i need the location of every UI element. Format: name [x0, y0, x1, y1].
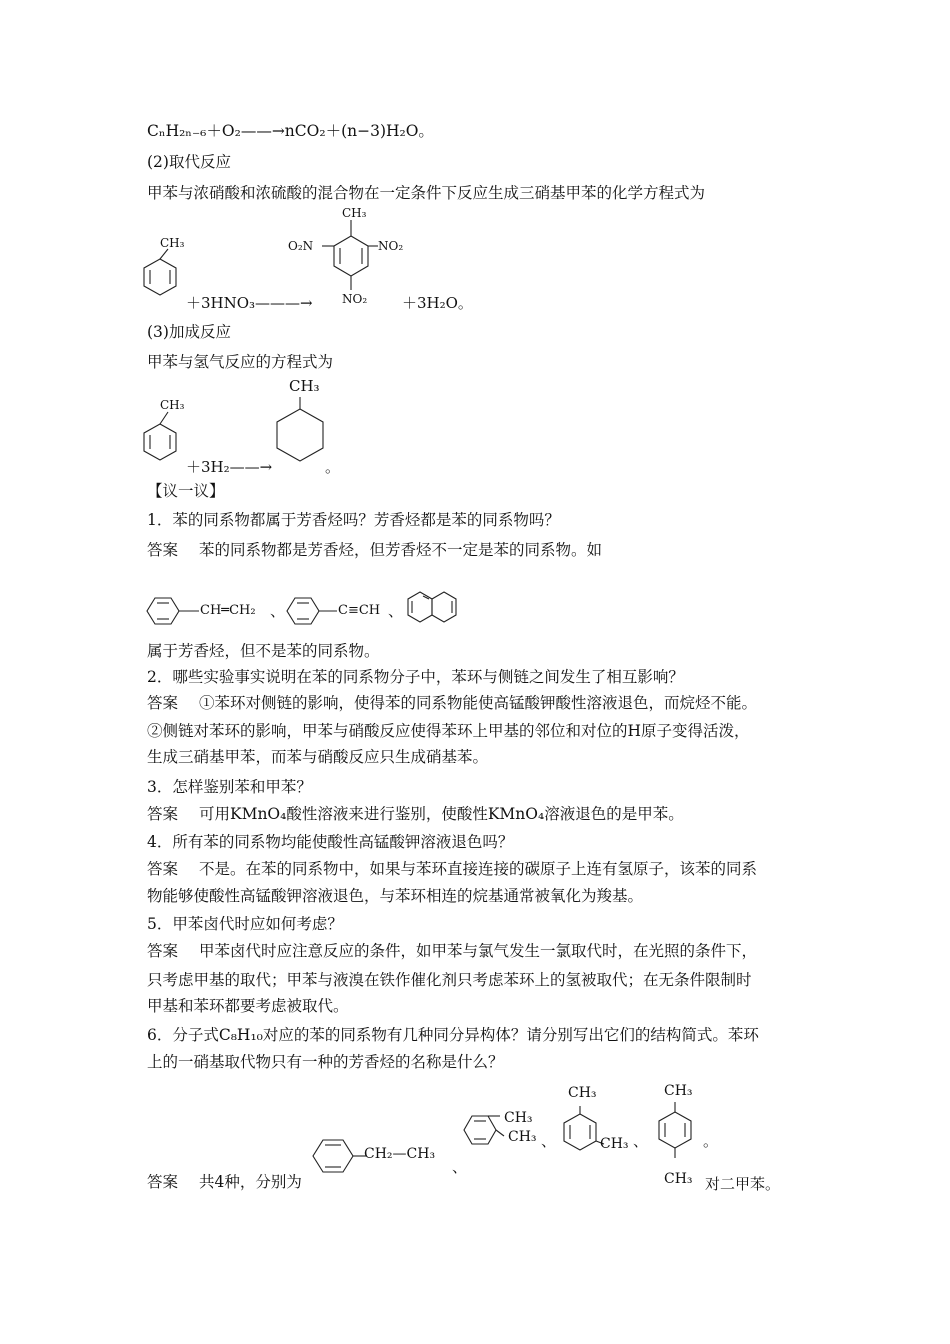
answer-1-text: 苯的同系物都是芳香烃，但芳香烃不一定是苯的同系物。如	[199, 541, 603, 559]
answer-5-line-2: 只考虑甲基的取代；甲苯与液溴在铁作催化剂只考虑苯环上的氢被取代；在无条件限制时	[147, 971, 752, 989]
answer-label: 答案	[147, 1173, 179, 1191]
answer-5-text-1: 甲苯卤代时应注意反应的条件，如甲苯与氯气发生一氯取代时，在光照的条件下，	[199, 942, 758, 960]
section-3-title: (3)加成反应	[147, 323, 231, 341]
answer-6-end: 对二甲苯。	[705, 1175, 781, 1193]
answer-6-text: 共4种，分别为	[199, 1173, 302, 1191]
methylcyclohexane-ch3-label: CH₃	[289, 377, 320, 395]
tnt-o2n-label: O₂N	[288, 239, 314, 253]
ortho-xylene-ch3-1: CH₃	[504, 1110, 533, 1126]
ethylbenzene-ring	[313, 1136, 361, 1182]
naphthalene-structure	[406, 590, 462, 634]
answer-label: 答案	[147, 942, 179, 960]
hydrogenation-reagent: ＋3H₂——→	[186, 458, 273, 476]
tnt-no2-right-label: NO₂	[378, 239, 404, 253]
ethylbenzene-group-label: CH₂—CH₃	[364, 1146, 436, 1162]
hydrogenation-end: 。	[325, 458, 341, 476]
meta-xylene-ch3-right: CH₃	[600, 1136, 629, 1152]
para-xylene-ring	[655, 1104, 697, 1164]
answer-2-line-1	[147, 692, 757, 714]
tnt-ring	[330, 232, 372, 282]
discussion-title: 【议一议】	[147, 482, 225, 500]
toluene-ch3-label: CH₃	[160, 236, 185, 250]
para-xylene-ch3-bottom: CH₃	[664, 1171, 693, 1187]
answer-3	[147, 803, 684, 825]
tnt-ch3-label: CH₃	[342, 206, 367, 220]
answer-label: 答案	[147, 860, 179, 878]
question-5: 5．甲苯卤代时应如何考虑？	[147, 915, 343, 933]
phenylacetylene-ring	[287, 594, 327, 634]
question-2: 2．哪些实验事实说明在苯的同系物分子中，苯环与侧链之间发生了相互影响？	[147, 668, 684, 686]
answer-2-line-3: 生成三硝基甲苯，而苯与硝酸反应只生成硝基苯。	[147, 748, 489, 766]
answer-5-line-1	[147, 940, 757, 962]
answer-6-separator-3: 、	[633, 1132, 649, 1150]
answer-4-line-1	[147, 858, 757, 880]
nitration-byproduct: ＋3H₂O。	[402, 294, 473, 312]
cyclohexane-ring	[273, 405, 327, 467]
answer-1-end: 属于芳香烃，但不是苯的同系物。	[147, 642, 380, 660]
question-6-line-2: 上的一硝基取代物只有一种的芳香烃的名称是什么？	[147, 1053, 504, 1071]
answer-label: 答案	[147, 805, 179, 823]
answer-5-line-3: 甲基和苯环都要考虑被取代。	[147, 997, 349, 1015]
answer-2-text-1: ①苯环对侧链的影响，使得苯的同系物能使高锰酸钾酸性溶液退色，而烷烃不能。	[199, 694, 758, 712]
meta-xylene-ring	[560, 1106, 604, 1158]
toluene-ring-1	[140, 255, 180, 305]
separator-2: 、	[388, 602, 404, 620]
answer-2-line-2: ②侧链对苯环的影响，甲苯与硝酸反应使得苯环上甲基的邻位和对位的H原子变得活泼，	[147, 722, 750, 740]
section-3-text: 甲苯与氢气反应的方程式为	[147, 353, 334, 371]
answer-6-lead	[147, 1171, 302, 1193]
answer-1	[147, 539, 602, 561]
answer-3-text: 可用KMnO₄酸性溶液来进行鉴别，使酸性KMnO₄溶液退色的是甲苯。	[199, 805, 684, 823]
answer-6-dot: 。	[703, 1132, 719, 1150]
answer-4-text-1: 不是。在苯的同系物中，如果与苯环直接连接的碳原子上连有氢原子，该苯的同系	[199, 860, 758, 878]
answer-label: 答案	[147, 541, 179, 559]
ortho-xylene-ch3-2: CH₃	[508, 1129, 537, 1145]
answer-6-separator-1: 、	[452, 1158, 468, 1176]
answer-label: 答案	[147, 694, 179, 712]
phenylacetylene-group-label: C≡CH	[338, 603, 381, 618]
para-xylene-ch3-top: CH₃	[664, 1083, 693, 1099]
section-2-title: (2)取代反应	[147, 153, 231, 171]
question-3: 3．怎样鉴别苯和甲苯？	[147, 778, 312, 796]
section-2-text: 甲苯与浓硝酸和浓硫酸的混合物在一定条件下反应生成三硝基甲苯的化学方程式为	[147, 184, 706, 202]
question-4: 4．所有苯的同系物均能使酸性高锰酸钾溶液退色吗？	[147, 833, 514, 851]
question-6-line-1: 6．分子式C₈H₁₀对应的苯的同系物有几种同分异构体？请分别写出它们的结构简式。苯环	[147, 1026, 759, 1044]
answer-4-line-2: 物能够使酸性高锰酸钾溶液退色，与苯环相连的烷基通常被氧化为羧基。	[147, 887, 644, 905]
meta-xylene-ch3-top: CH₃	[568, 1085, 597, 1101]
combustion-equation: CₙH₂ₙ₋₆＋O₂——→nCO₂＋(n−3)H₂O。	[147, 122, 434, 140]
answer-6-separator-2: 、	[541, 1132, 557, 1150]
tnt-no2-bottom-label: NO₂	[342, 292, 368, 306]
toluene-ring-2	[140, 420, 180, 470]
question-1: 1．苯的同系物都属于芳香烃吗？芳香烃都是苯的同系物吗？	[147, 511, 560, 529]
toluene-ch3-label-2: CH₃	[160, 398, 185, 412]
separator-1: 、	[270, 602, 286, 620]
nitration-reagent: ＋3HNO₃———→	[186, 294, 313, 312]
styrene-ring	[147, 594, 187, 634]
styrene-group-label: CH═CH₂	[200, 603, 256, 618]
